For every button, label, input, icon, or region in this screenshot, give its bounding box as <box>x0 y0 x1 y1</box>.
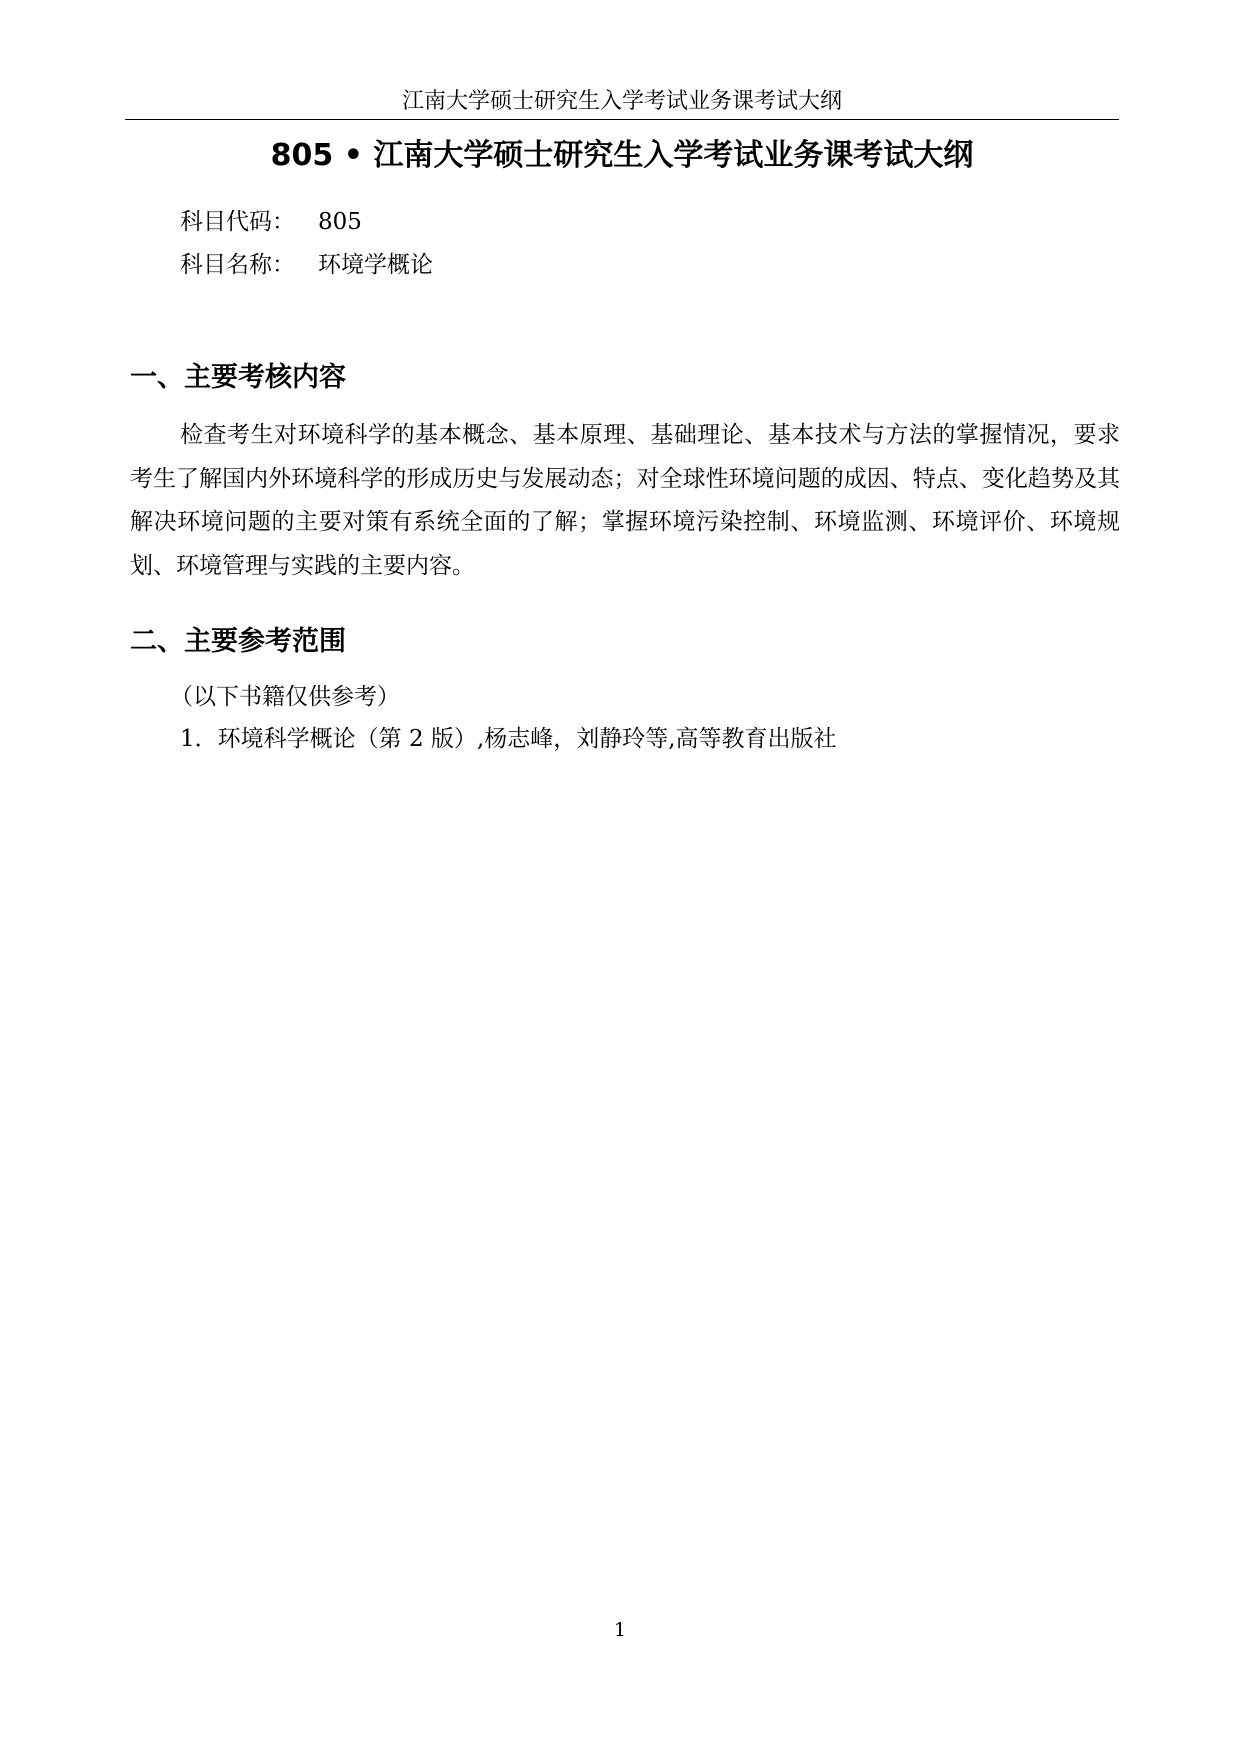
header-divider <box>125 119 1119 120</box>
subject-name-row <box>180 250 433 280</box>
subject-code-row <box>180 207 362 237</box>
document-title: 805 • 江南大学硕士研究生入学考试业务课考试大纲 <box>270 138 974 173</box>
page-number: 1 <box>613 1619 627 1641</box>
section-heading-references: 二、主要参考范围 <box>130 626 346 657</box>
assessment-content-paragraph: 检查考生对环境科学的基本概念、基本原理、基础理论、基本技术与方法的掌握情况，要求考生了解国内外环境科学的形成历史与发展动态；对全球性环境问题的成因、特点、变化趋势及其解决环境问题的主要对策有系统全面的了解；掌握环境污染控制、环境监测、环境评价、环境规划、环境管理与实践的主要内容。 <box>130 422 1120 579</box>
subject-code-value: 805 <box>318 209 362 235</box>
references-note: （以下书籍仅供参考） <box>170 684 400 710</box>
running-header: 江南大学硕士研究生入学考试业务课考试大纲 <box>401 89 842 114</box>
subject-code-label: 科目代码： <box>180 209 295 235</box>
subject-name-value: 环境学概论 <box>318 252 433 278</box>
subject-name-label: 科目名称： <box>180 252 295 278</box>
reference-item: 1．环境科学概论（第 2 版）,杨志峰，刘静玲等,高等教育出版社 <box>180 726 837 752</box>
section-heading-assessment: 一、主要考核内容 <box>130 362 346 393</box>
